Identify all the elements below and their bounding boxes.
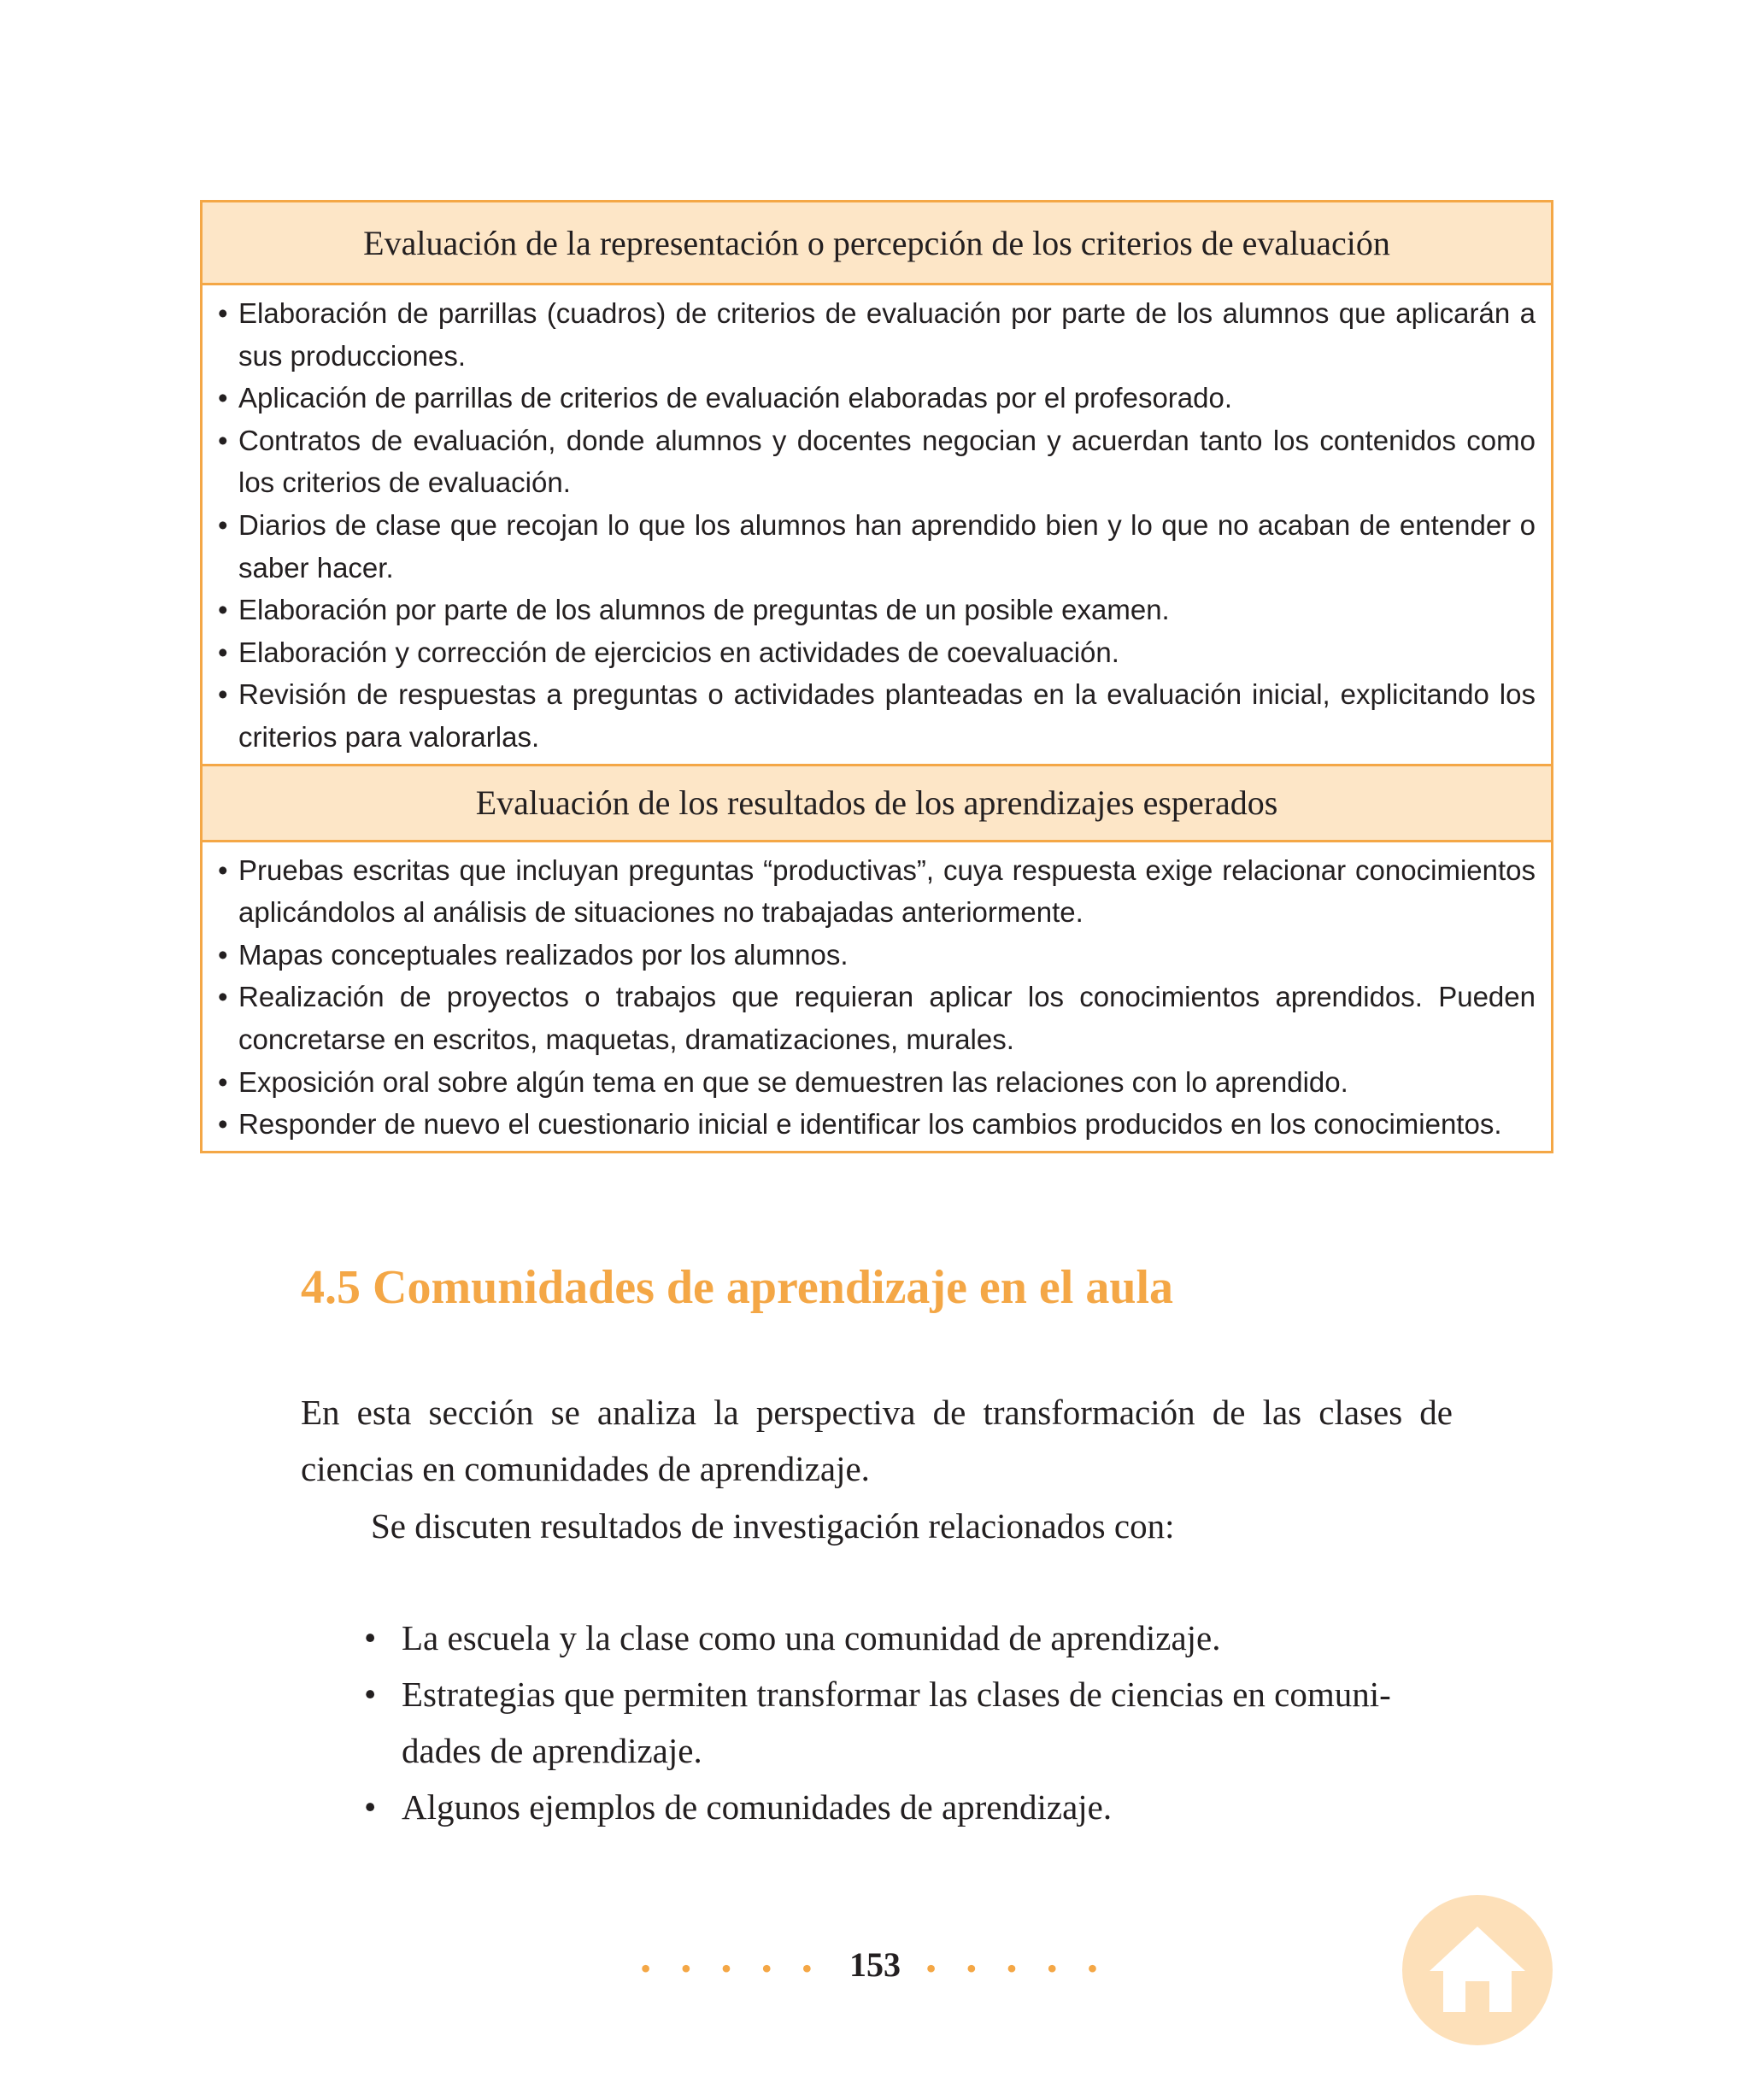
list-item: • Elaboración de parrillas (cuadros) de criterios de evaluación por parte de los alumnos que aplicarán a sus producciones. xyxy=(218,292,1536,377)
table-body-representation xyxy=(203,285,1551,764)
list-item: • La escuela y la clase como una comunidad de aprendizaje. xyxy=(359,1610,1461,1666)
footer-dots-right: • • • • • xyxy=(926,1952,1110,1984)
list-item: • Aplicación de parrillas de criterios de evaluación elaboradas por el profesorado. xyxy=(218,377,1536,419)
table-body-results xyxy=(203,842,1551,1151)
list-item: • Pruebas escritas que incluyan preguntas “productivas”, cuya respuesta exige relacionar conocimientos aplicándolos al análisis de situaciones no trabajadas anteriormente. xyxy=(218,849,1536,934)
footer-dots-left: • • • • • xyxy=(640,1952,824,1984)
section-title: 4.5 Comunidades de aprendizaje en el aula xyxy=(301,1261,1174,1314)
table-header-results: Evaluación de los resultados de los aprendizajes esperados xyxy=(203,764,1551,842)
table-header-representation: Evaluación de la representación o percepción de los criterios de evaluación xyxy=(203,202,1551,285)
page-number: 153 xyxy=(849,1945,901,1984)
list-item: • Revisión de respuestas a preguntas o actividades planteadas en la evaluación inicial, explicitando los criterios para valorarlas. xyxy=(218,673,1536,758)
evaluation-table xyxy=(200,200,1553,1153)
list-item: • Mapas conceptuales realizados por los alumnos. xyxy=(218,934,1536,977)
list-item: • Exposición oral sobre algún tema en que se demuestren las relaciones con lo aprendido. xyxy=(218,1061,1536,1104)
list-item: • Elaboración y corrección de ejercicios en actividades de coevaluación. xyxy=(218,631,1536,674)
list-item: • Contratos de evaluación, donde alumnos y docentes negocian y acuerdan tanto los contenidos como los criterios de evaluación. xyxy=(218,419,1536,504)
list-item: • Algunos ejemplos de comunidades de aprendizaje. xyxy=(359,1779,1461,1835)
list-item: • Responder de nuevo el cuestionario inicial e identificar los cambios producidos en los conocimientos. xyxy=(218,1103,1536,1146)
topics-list xyxy=(359,1610,1461,1835)
intro-paragraph: En esta sección se analiza la perspectiva de transformación de las clases de ciencias en comunidades de aprendizaje. xyxy=(301,1393,1453,1488)
home-button[interactable] xyxy=(1402,1895,1553,2045)
discussion-paragraph: Se discuten resultados de investigación relacionados con: xyxy=(371,1506,1175,1546)
list-item: • Diarios de clase que recojan lo que los alumnos han aprendido bien y lo que no acaban de entender o saber hacer. xyxy=(218,504,1536,589)
home-icon xyxy=(1426,1923,1529,2017)
list-item: • Elaboración por parte de los alumnos de preguntas de un posible examen. xyxy=(218,589,1536,631)
list-item: • Realización de proyectos o trabajos que requieran aplicar los conocimientos aprendidos. Pueden concretarse en escritos, maquetas, dramatizaciones, murales. xyxy=(218,976,1536,1060)
list-item: • Estrategias que permiten transformar las clases de ciencias en comuni-dades de aprendizaje. xyxy=(359,1666,1461,1779)
